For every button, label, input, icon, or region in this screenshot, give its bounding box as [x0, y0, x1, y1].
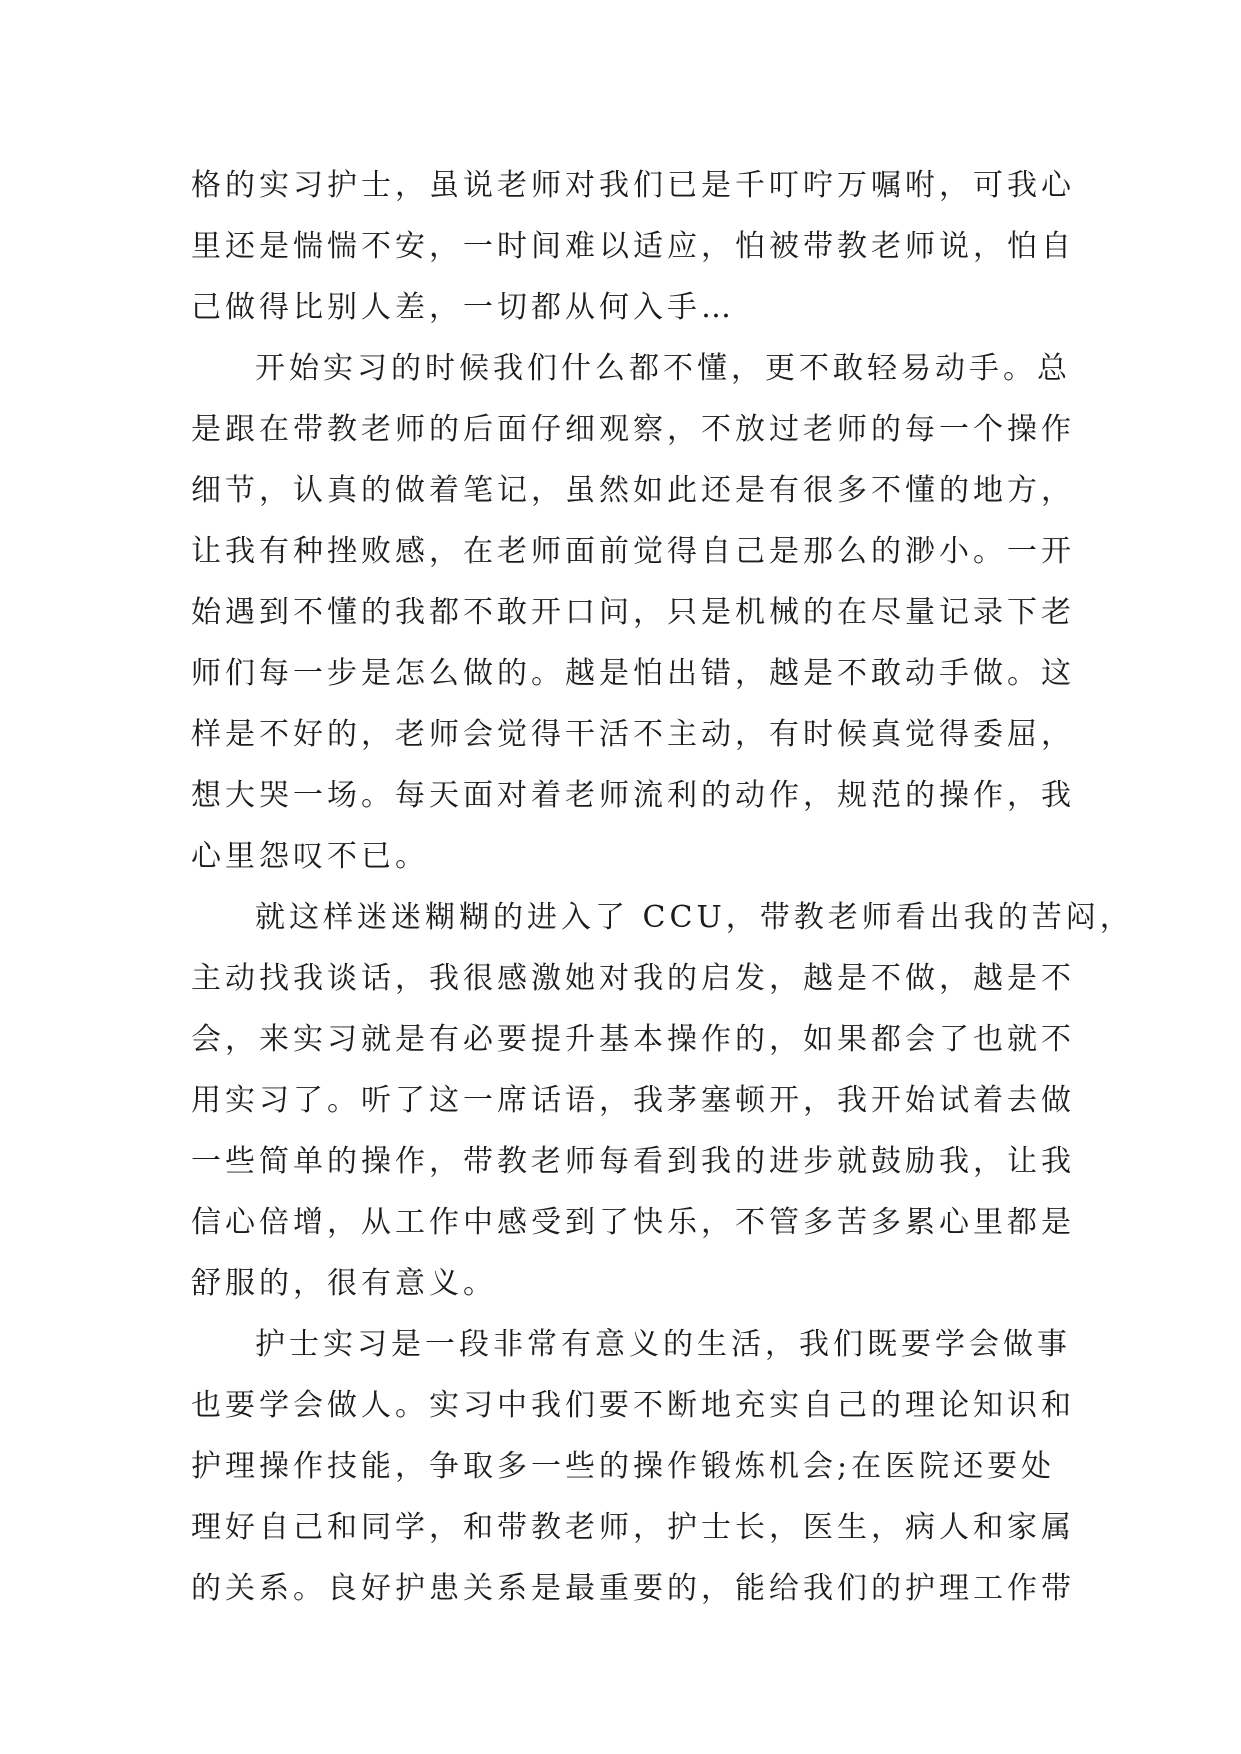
paragraph-line: 己做得比别人差，一切都从何入手… — [191, 290, 735, 325]
paragraph-4 — [191, 1314, 1075, 1619]
paragraph-line: 理好自己和同学，和带教老师，护士长，医生，病人和家属 — [191, 1510, 1075, 1545]
paragraph-line: 舒服的，很有意义。 — [191, 1266, 497, 1301]
document-body — [191, 155, 1134, 1619]
paragraph-line: 主动找我谈话，我很感激她对我的启发，越是不做，越是不 — [191, 961, 1075, 996]
paragraph-line: 里还是惴惴不安，一时间难以适应，怕被带教老师说，怕自 — [191, 229, 1075, 264]
paragraph-1 — [191, 155, 1075, 338]
paragraph-line: 心里怨叹不已。 — [191, 839, 429, 874]
paragraph-line: 一些简单的操作，带教老师每看到我的进步就鼓励我，让我 — [191, 1144, 1075, 1179]
paragraph-line: 护理操作技能，争取多一些的操作锻炼机会;在医院还要处 — [191, 1449, 1056, 1484]
paragraph-line: 样是不好的，老师会觉得干活不主动，有时候真觉得委屈， — [191, 717, 1075, 752]
paragraph-line: 信心倍增，从工作中感受到了快乐，不管多苦多累心里都是 — [191, 1205, 1075, 1240]
paragraph-line: 会，来实习就是有必要提升基本操作的，如果都会了也就不 — [191, 1022, 1075, 1057]
paragraph-line: 始遇到不懂的我都不敢开口问，只是机械的在尽量记录下老 — [191, 595, 1075, 630]
paragraph-line: 想大哭一场。每天面对着老师流利的动作，规范的操作，我 — [191, 778, 1075, 813]
paragraph-line: 细节，认真的做着笔记，虽然如此还是有很多不懂的地方， — [191, 473, 1075, 508]
paragraph-line: 格的实习护士，虽说老师对我们已是千叮咛万嘱咐，可我心 — [191, 168, 1075, 203]
paragraph-2 — [191, 338, 1075, 887]
paragraph-first-line: 护士实习是一段非常有意义的生活，我们既要学会做事 — [255, 1327, 1071, 1362]
paragraph-line: 是跟在带教老师的后面仔细观察，不放过老师的每一个操作 — [191, 412, 1075, 447]
paragraph-line: 让我有种挫败感，在老师面前觉得自己是那么的渺小。一开 — [191, 534, 1075, 569]
paragraph-line: 也要学会做人。实习中我们要不断地充实自己的理论知识和 — [191, 1388, 1075, 1423]
paragraph-first-line: 开始实习的时候我们什么都不懂，更不敢轻易动手。总 — [255, 351, 1071, 386]
paragraph-line: 的关系。良好护患关系是最重要的，能给我们的护理工作带 — [191, 1571, 1075, 1606]
paragraph-first-line: 就这样迷迷糊糊的进入了 CCU，带教老师看出我的苦闷， — [255, 900, 1134, 935]
paragraph-line: 用实习了。听了这一席话语，我茅塞顿开，我开始试着去做 — [191, 1083, 1075, 1118]
paragraph-3 — [191, 887, 1134, 1314]
paragraph-line: 师们每一步是怎么做的。越是怕出错，越是不敢动手做。这 — [191, 656, 1075, 691]
